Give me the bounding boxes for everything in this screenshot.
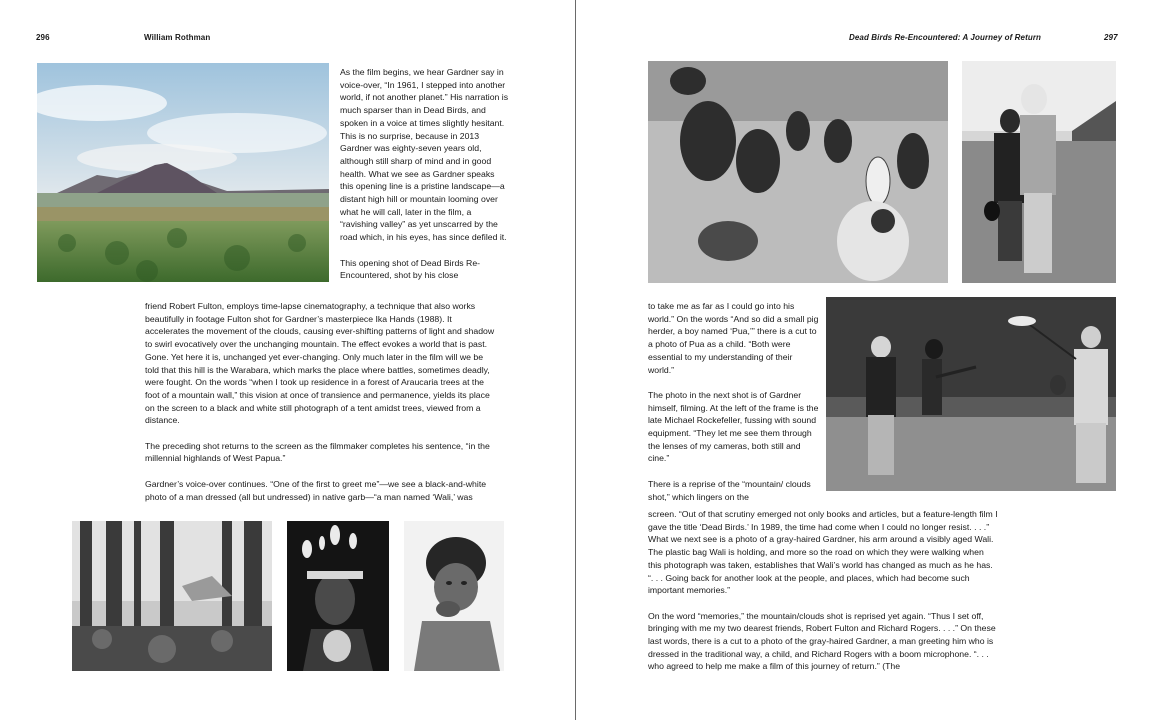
paragraph: There is a reprise of the “mountain/ clouds shot,” which lingers on the xyxy=(648,478,811,502)
paragraph: The photo in the next shot is of Gardner himself, filming. At the left of the frame is the late Michael Rockefeller, fussing with sound equipment. “They let me see them through the lenses of my cameras, both still and cine.” xyxy=(648,389,819,464)
paragraph: The preceding shot returns to the screen as the filmmaker completes his sentence, “in the millennial highlands of West Papua.” xyxy=(145,440,490,464)
running-head: William Rothman xyxy=(144,33,211,42)
paragraph: This opening shot of Dead Birds Re-Encountered, shot by his close xyxy=(340,257,481,281)
paragraph: friend Robert Fulton, employs time-lapse cinematography, a technique that also works beautifully in footage Fulton shot for Gardner’s masterpiece Ika Hands (1988). It accelerates the movement of the clouds, causing ever-shifting patterns of light and shadow to swirl evocatively over the unchanging mountain. The effect evokes a world that is past. Gone. Yet here it is, unchanged yet ever-changing. Only much later in the film will we be told that this hill is the Warabara, which marks the place where battles, sometimes deadly, were fought. On the words “when I took up residence in a forest of Araucaria trees at the foot of a mountain wall,” this vision at once of transience and permanence, yields its place on the screen to a black and white still photograph of a tent amidst trees, viewed from a distance. xyxy=(145,301,495,426)
paragraph: As the film begins, we hear Gardner say in voice-over, “In 1961, I stepped into another world, if not another planet.” His narration is much sparser than in Dead Birds, and spoken in a voice at times slightly hesitant. This is no surprise, because in 2013 Gardner was eighty-seven years old, although still sharp of mind and in good health. What we see as Gardner speaks this opening line is a pristine landscape—a distant high hill or mountain looming over what he will call, later in the film, a “ravishing valley” as yet unscarred by the road which, in his eyes, has since defiled it. xyxy=(340,67,509,243)
paragraph: Gardner’s voice-over continues. “One of the first to greet me”—we see a black-and-white photo of a man dressed (all but undressed) in native garb—“a man named ‘Wali,’ was xyxy=(145,478,487,502)
wali-portrait-photo xyxy=(287,521,389,671)
field-recording-photo xyxy=(648,61,948,283)
right-page xyxy=(576,0,1152,720)
mountain-landscape-photo xyxy=(37,63,329,282)
narrow-column-text xyxy=(648,300,820,503)
pua-child-photo xyxy=(404,521,504,671)
narrow-column-text xyxy=(340,66,510,282)
page-number: 297 xyxy=(1104,33,1118,42)
wide-text xyxy=(145,300,495,503)
gardner-with-wali-photo xyxy=(962,61,1116,283)
running-head: Dead Birds Re-Encountered: A Journey of Return xyxy=(849,33,1042,42)
paragraph: On the word “memories,” the mountain/clouds shot is reprised yet again. “Thus I set off, bringing with me my two dearest friends, Robert Fulton and Richard Rogers. . . .” On these last words, there is a cut to a photo of the gray-haired Gardner, a man greeting him who is dressed in the traditional way, a child, and Richard Rogers with a boom microphone. “. . . who agreed to help me make a film of this journey of return.” (The xyxy=(648,610,996,672)
paragraph: to take me as far as I could go into his world.” On the words “And so did a small pig herder, a boy named ‘Pua,’” there is a cut to a photo of Pua as a child. “Both were essential to my understanding of their world.” xyxy=(648,301,819,375)
wide-text xyxy=(648,508,998,673)
page-number: 296 xyxy=(36,33,50,42)
tent-in-forest-photo xyxy=(72,521,272,671)
paragraph: screen. “Out of that scrutiny emerged not only books and articles, but a feature-length film I gave the title ‘Dead Birds.’ In 1989, the time had come when I could no longer resist. . . .” What we next see is a photo of a gray-haired Gardner, his arm around a visibly aged Wali. The plastic bag Wali is holding, and more so the road on which they were walking when this photograph was taken, establishes that Wali’s world has changed as much as he has. “. . . Going back for another look at the people, and places, which had become such important memories.” xyxy=(648,509,998,596)
gardner-filming-photo xyxy=(826,297,1116,491)
